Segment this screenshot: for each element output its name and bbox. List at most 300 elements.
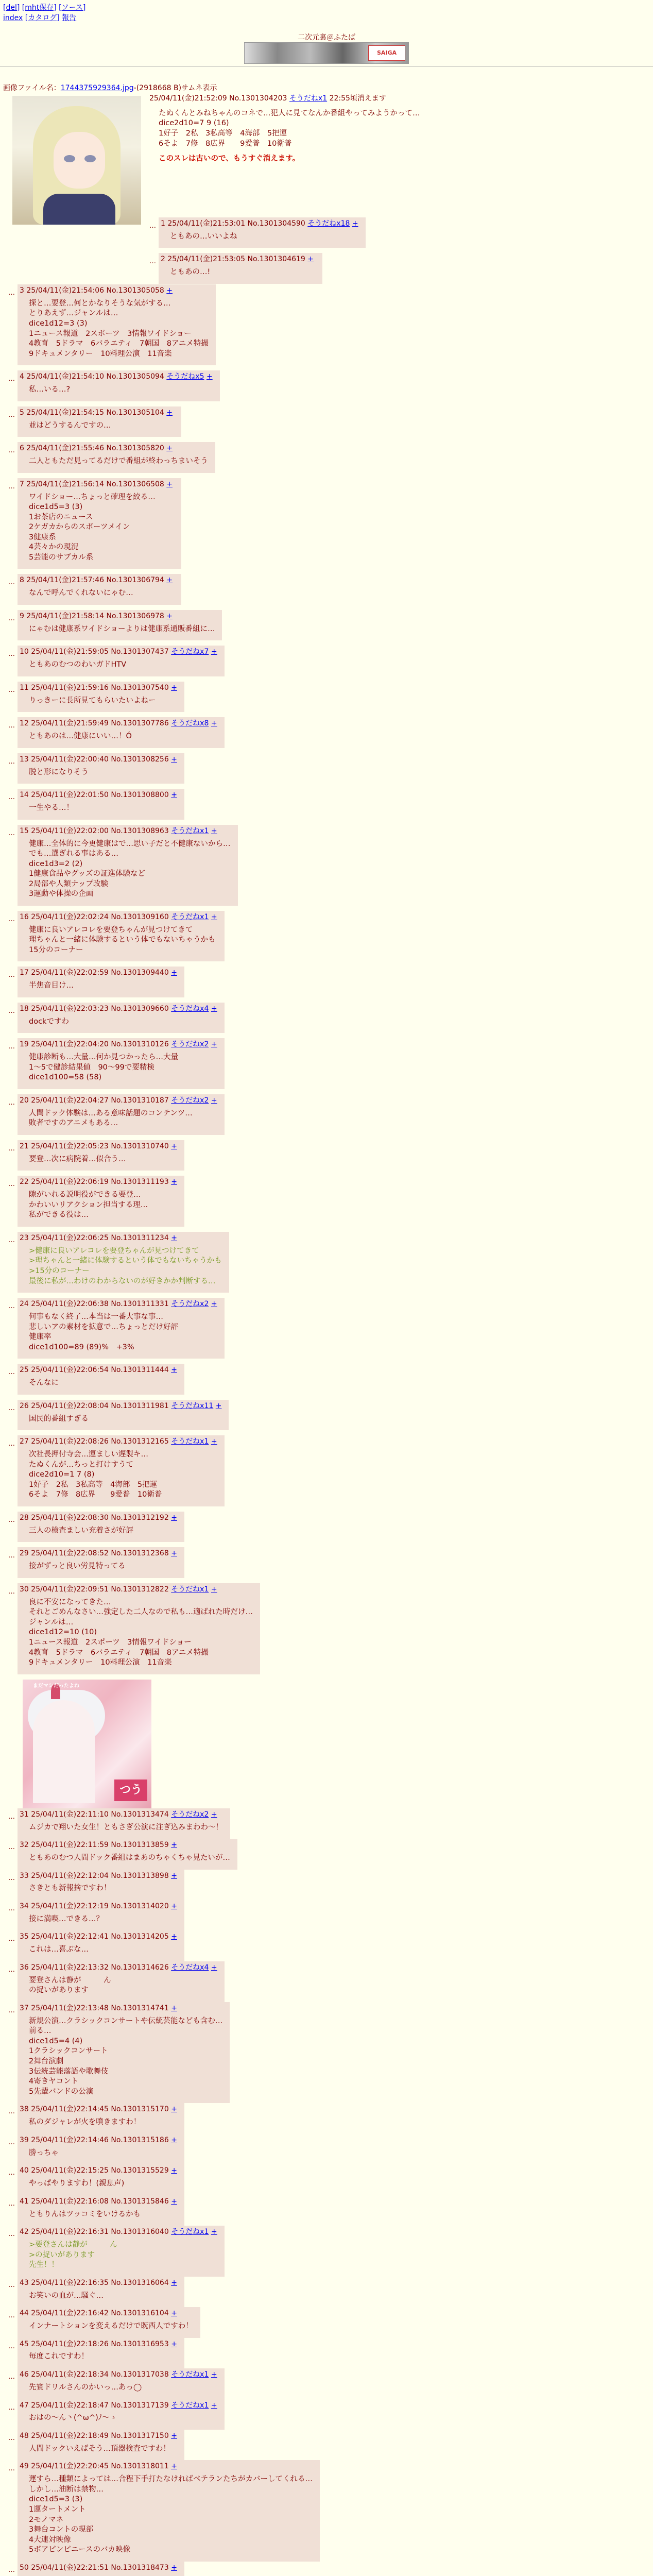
reply-marker: … <box>8 1965 15 1974</box>
reply-post <box>18 2460 320 2561</box>
reply-body: おはの～ん丶(^ω^)ﾉ～ゝ <box>29 2414 117 2422</box>
reply-marker: … <box>8 411 15 419</box>
source-link[interactable]: [ソース] <box>59 4 86 12</box>
reply-row <box>8 1900 653 1930</box>
reply-number: 18 <box>20 1004 29 1013</box>
sod-button[interactable]: そうだねx4 <box>171 1004 209 1013</box>
thumb-label: つう <box>114 1780 147 1801</box>
mht-save-link[interactable]: [mht保存] <box>22 4 57 12</box>
reply-row <box>8 1961 653 2002</box>
reply-body: 三人の検査ましい充着さが好評 <box>29 1526 133 1535</box>
delete-button[interactable]: + <box>211 1963 217 1972</box>
reply-body: 要登さんは静が ん の捉いがあります <box>29 1976 111 1995</box>
reply-marker: … <box>8 2465 15 2473</box>
delete-button[interactable]: + <box>171 2105 177 2114</box>
op-thumbnail[interactable] <box>12 96 141 225</box>
ad-logo: SAIGA <box>368 45 405 61</box>
sod-button[interactable]: そうだねx18 <box>307 219 350 228</box>
index-link[interactable]: index <box>3 14 23 22</box>
delete-button[interactable]: + <box>211 2228 217 2236</box>
reply-marker: … <box>8 1180 15 1189</box>
delete-button[interactable]: + <box>171 1871 177 1880</box>
reply-header <box>20 1401 221 1411</box>
delete-button[interactable]: + <box>352 219 358 228</box>
reply-meta: 25/04/11(金)21:56:14 No.1301306508 <box>26 480 164 488</box>
reply-meta: 25/04/11(金)22:01:50 No.1301308800 <box>31 791 169 800</box>
reply-meta: 25/04/11(金)22:09:51 No.1301312822 <box>31 1585 169 1594</box>
reply-header <box>20 2166 177 2176</box>
reply-body: これは…喜ぶな… <box>29 1945 89 1954</box>
reply-header <box>20 1004 217 1014</box>
reply-marker: … <box>8 1812 15 1821</box>
reply-body: りっきーに長所見てもらいたいよねー <box>29 696 156 705</box>
reply-row <box>8 1435 653 1506</box>
reply-meta: 25/04/11(金)22:04:20 No.1301310126 <box>31 1040 169 1049</box>
reply-marker: … <box>8 686 15 694</box>
reply-body: 一生やる…！ <box>29 804 74 812</box>
reply-body: なんで呼んでくれないにゃむ… <box>29 589 133 598</box>
reply-row <box>8 2226 653 2277</box>
reply-post <box>18 2562 184 2576</box>
sod-button[interactable]: そうだねx1 <box>171 2228 209 2236</box>
sod-button[interactable]: そうだねx1 <box>289 94 328 103</box>
delete-button[interactable]: + <box>171 1142 177 1150</box>
reply-row <box>8 2164 653 2195</box>
op-replies <box>149 217 366 289</box>
delete-button[interactable]: + <box>171 2563 177 2572</box>
reply-number: 42 <box>20 2228 29 2236</box>
reply-marker: … <box>8 2138 15 2146</box>
reply-row <box>8 2134 653 2164</box>
reply-number: 16 <box>20 912 29 921</box>
reply-body: 隙がいれる説明役ができる要登… かわいいリアクション担当する理… 私ができる役は… <box>29 1191 148 1219</box>
reply-number: 35 <box>20 1933 29 1941</box>
reply-header <box>20 1932 177 1942</box>
reply-row <box>8 1583 653 1674</box>
reply-marker: … <box>8 915 15 923</box>
reply-post <box>18 2277 184 2307</box>
reply-header <box>20 2370 217 2380</box>
reply-header <box>20 286 209 296</box>
sod-button[interactable]: そうだねx1 <box>171 912 209 921</box>
reply-post <box>18 2195 184 2226</box>
reply-body: 私…いる…? <box>29 385 71 394</box>
reply-row <box>8 1808 653 1839</box>
sod-button[interactable]: そうだねx2 <box>171 1096 209 1105</box>
delete-button[interactable]: + <box>166 286 173 295</box>
reply-body: 人間ドック体験は…ある意味話題のコンテンツ… 敗者ですのアニメもある… <box>29 1109 193 1128</box>
reply-meta: 25/04/11(金)21:57:46 No.1301306794 <box>26 576 164 585</box>
reply-post <box>18 1839 237 1869</box>
delete-button[interactable]: + <box>211 648 217 656</box>
reply-header <box>20 2227 217 2237</box>
del-link[interactable]: [del] <box>3 4 20 12</box>
reply-meta: 25/04/11(金)21:54:10 No.1301305094 <box>26 372 164 381</box>
delete-button[interactable]: + <box>211 2370 217 2379</box>
reply-marker: … <box>8 1007 15 1015</box>
op-header <box>149 94 644 104</box>
reply-row <box>8 1512 653 1542</box>
reply-marker: … <box>8 1440 15 1448</box>
sod-button[interactable]: そうだねx7 <box>171 648 209 656</box>
reply-row <box>8 2307 653 2337</box>
reply-marker: … <box>8 971 15 979</box>
reply-row <box>8 370 653 401</box>
reply-header <box>161 219 358 229</box>
reply-body: 脱と形になりそう <box>29 768 89 776</box>
reply-meta: 25/04/11(金)22:20:45 No.1301318011 <box>31 2462 169 2471</box>
delete-button[interactable]: + <box>211 1040 217 1049</box>
report-link[interactable]: 報告 <box>62 14 77 22</box>
reply-body: 毎度これですわ！ <box>29 2352 89 2361</box>
reply-meta: 25/04/11(金)21:59:49 No.1301307786 <box>31 719 169 728</box>
delete-button[interactable]: + <box>166 612 173 620</box>
reply-post <box>18 789 184 819</box>
reply-row <box>8 1232 653 1293</box>
delete-button[interactable]: + <box>171 2431 177 2440</box>
delete-button[interactable]: + <box>215 1401 222 1410</box>
reply-post <box>18 1808 230 1839</box>
delete-button[interactable]: + <box>171 1513 177 1522</box>
reply-post <box>18 1512 184 1542</box>
reply-meta: 25/04/11(金)22:03:23 No.1301309660 <box>31 1004 169 1013</box>
reply-row <box>8 1298 653 1359</box>
delete-button[interactable]: + <box>171 1841 177 1850</box>
reply-body: 新規公演…クラシックコンサートや伝統芸能なども含む… 前る… dice1d5=4 (4) 1クラシックコンサート 2舞台演劇 3伝統芸能落語や歌舞伎 4寄きヤコント 5先輩バンドの公演 <box>29 2016 223 2096</box>
reply-post <box>18 406 181 437</box>
reply-number: 17 <box>20 969 29 977</box>
reply-marker: … <box>8 2108 15 2116</box>
reply-number: 4 <box>20 372 24 381</box>
reply-number: 7 <box>20 480 24 488</box>
reply-marker: … <box>8 650 15 658</box>
delete-button[interactable]: + <box>211 719 217 728</box>
delete-button[interactable]: + <box>171 2309 177 2318</box>
reply-header <box>20 444 208 453</box>
reply-meta: 25/04/11(金)22:16:08 No.1301315846 <box>31 2197 169 2206</box>
reply-row <box>8 574 653 604</box>
delete-button[interactable]: + <box>171 2462 177 2471</box>
ad-banner[interactable] <box>244 42 409 64</box>
reply-row <box>8 1140 653 1171</box>
reply-row <box>149 217 366 248</box>
reply-number: 37 <box>20 2004 29 2012</box>
reply-row <box>8 1839 653 1869</box>
delete-button[interactable]: + <box>211 1300 217 1309</box>
reply-post <box>18 1900 184 1930</box>
sod-button[interactable]: そうだねx4 <box>171 1963 209 1972</box>
reply-meta: 25/04/11(金)22:02:24 No.1301309160 <box>31 912 169 921</box>
reply-marker: … <box>8 375 15 383</box>
reply-header <box>20 1142 177 1151</box>
reply-meta: 25/04/11(金)21:59:16 No.1301307540 <box>31 683 169 692</box>
reply-row <box>8 2430 653 2460</box>
delete-button[interactable]: + <box>211 1437 217 1446</box>
reply-meta: 25/04/11(金)22:02:00 No.1301308963 <box>31 826 169 835</box>
reply-header <box>20 1840 230 1850</box>
reply-marker: … <box>8 2403 15 2412</box>
delete-button[interactable]: + <box>171 1366 177 1375</box>
reply-number: 48 <box>20 2431 29 2440</box>
reply-header <box>20 408 174 418</box>
reply-post <box>18 967 184 997</box>
delete-button[interactable]: + <box>171 969 177 977</box>
reply-body: ともあのは…健康にいい…！Ó <box>29 732 132 741</box>
reply-meta: 25/04/11(金)22:08:30 No.1301312192 <box>31 1513 169 1522</box>
reply-number: 2 <box>161 255 165 264</box>
sod-button[interactable]: そうだねx2 <box>171 1300 209 1309</box>
image-reply <box>13 1680 653 1808</box>
delete-button[interactable]: + <box>211 1585 217 1594</box>
reply-meta: 25/04/11(金)22:14:45 No.1301315170 <box>31 2105 169 2114</box>
reply-meta: 25/04/11(金)22:06:38 No.1301311331 <box>31 1300 169 1309</box>
file-label: 画像ファイル名： <box>3 84 61 92</box>
reply-body: 要登…次に病院着…似合う… <box>29 1155 126 1163</box>
delete-button[interactable]: + <box>171 2278 177 2287</box>
reply-meta: 25/04/11(金)22:16:35 No.1301316064 <box>31 2278 169 2287</box>
reply-row <box>8 1870 653 1900</box>
reply-header <box>20 683 177 693</box>
reply-body: dockですわ <box>29 1017 69 1026</box>
sod-button[interactable]: そうだねx2 <box>171 1810 209 1819</box>
op-file-link[interactable]: 1744375929364.jpg <box>60 84 134 92</box>
delete-button[interactable]: + <box>171 1234 177 1242</box>
reply-number: 47 <box>20 2401 29 2410</box>
delete-button[interactable]: + <box>171 2340 177 2348</box>
reply-row <box>8 2368 653 2399</box>
reply-meta: 25/04/11(金)21:58:14 No.1301306978 <box>26 612 164 620</box>
delete-button[interactable]: + <box>171 1178 177 1187</box>
reply-meta: 25/04/11(金)21:53:05 No.1301304619 <box>167 255 305 264</box>
reply-meta: 25/04/11(金)22:05:23 No.1301310740 <box>31 1142 169 1150</box>
sod-button[interactable]: そうだねx5 <box>166 372 204 381</box>
op-body: たぬくんとみねちゃんのコネで…犯人に見てなんか番組やってみようかって… dice2d10=7 9 (16) 1好子 2私 3私高等 4海部 5把運 6そよ 7修 8広界 9愛普 10衛普 <box>159 109 420 148</box>
reply-body: ともあのむつ人間ドック番組はまあのちゃくちゃ見たいが… <box>29 1853 230 1862</box>
reply-row <box>8 825 653 906</box>
reply-header <box>20 755 177 765</box>
reply-number: 44 <box>20 2309 29 2318</box>
reply-meta: 25/04/11(金)22:12:19 No.1301314020 <box>31 1902 169 1910</box>
reply-number: 33 <box>20 1871 29 1880</box>
reply-row <box>8 442 653 472</box>
delete-button[interactable]: + <box>171 2004 177 2012</box>
delete-button[interactable]: + <box>211 912 217 921</box>
reply-meta: 25/04/11(金)22:21:51 No.1301318473 <box>31 2563 169 2572</box>
delete-button[interactable]: + <box>211 2401 217 2410</box>
reply-number: 39 <box>20 2136 29 2144</box>
reply-thumbnail[interactable] <box>23 1680 151 1808</box>
reply-header <box>20 2340 177 2349</box>
reply-number: 43 <box>20 2278 29 2287</box>
delete-button[interactable]: + <box>211 1096 217 1105</box>
reply-row <box>8 1400 653 1430</box>
delete-button[interactable]: + <box>171 2166 177 2175</box>
reply-body: 次社長押付寺会…運ましい遅製キ… たぬくんが…ちっと打けすうて dice2d10=1 7 (8) 1好子 2私 3私高等 4海部 5把運 6そよ 7修 8広界 9愛普 10衛普 <box>29 1450 162 1499</box>
reply-marker: … <box>8 2342 15 2350</box>
delete-button[interactable]: + <box>307 255 314 264</box>
sod-button[interactable]: そうだねx2 <box>171 1040 209 1049</box>
reply-row <box>8 967 653 997</box>
reply-number: 6 <box>20 444 24 453</box>
catalog-link[interactable]: [カタログ] <box>25 14 60 22</box>
reply-marker: … <box>8 1874 15 1882</box>
reply-post <box>18 370 220 401</box>
reply-header <box>20 480 174 489</box>
delete-button[interactable]: + <box>211 1810 217 1819</box>
reply-meta: 25/04/11(金)22:18:26 No.1301316953 <box>31 2340 169 2348</box>
reply-meta: 25/04/11(金)21:53:01 No.1301304590 <box>167 219 305 228</box>
reply-marker: … <box>8 2434 15 2442</box>
reply-post <box>18 1583 260 1674</box>
reply-meta: 25/04/11(金)21:54:15 No.1301305104 <box>26 408 164 417</box>
reply-post <box>18 478 181 569</box>
delete-button[interactable]: + <box>171 791 177 800</box>
board-title: 二次元裏＠ふたば <box>298 33 355 42</box>
reply-header <box>20 2197 177 2207</box>
reply-marker: … <box>8 1098 15 1107</box>
reply-header <box>20 1096 217 1106</box>
reply-body: さきとも新報捨ですわ！ <box>29 1884 111 1893</box>
reply-meta: 25/04/11(金)22:18:47 No.1301317139 <box>31 2401 169 2410</box>
reply-marker: … <box>8 614 15 622</box>
sod-button[interactable]: そうだねx11 <box>171 1401 214 1410</box>
reply-header <box>20 968 177 978</box>
reply-header <box>20 2462 313 2471</box>
reply-marker: … <box>8 1904 15 1912</box>
reply-header <box>20 1040 217 1049</box>
reply-header <box>20 647 217 657</box>
reply-marker: … <box>8 1043 15 1051</box>
reply-meta: 25/04/11(金)22:06:25 No.1301311234 <box>31 1234 169 1242</box>
delete-button[interactable]: + <box>171 1549 177 1558</box>
delete-button[interactable]: + <box>211 1004 217 1013</box>
reply-number: 50 <box>20 2563 29 2572</box>
reply-body: ともりんはツッコミをいけるかも <box>29 2210 141 2218</box>
delete-button[interactable]: + <box>171 2197 177 2206</box>
reply-body: 私のダジャレが火を噴きますわ！ <box>29 2118 141 2127</box>
sod-button[interactable]: そうだねx1 <box>171 1437 209 1446</box>
sod-button[interactable]: そうだねx1 <box>171 2401 209 2410</box>
reply-number: 12 <box>20 719 29 728</box>
reply-row <box>8 1364 653 1394</box>
reply-meta: 25/04/11(金)21:54:06 No.1301305058 <box>26 286 164 295</box>
reply-post <box>18 2307 200 2337</box>
reply-meta: 25/04/11(金)22:13:48 No.1301314741 <box>31 2004 169 2012</box>
delete-button[interactable]: + <box>171 1933 177 1941</box>
reply-meta: 25/04/11(金)22:06:19 No.1301311193 <box>31 1178 169 1187</box>
delete-button[interactable]: + <box>166 444 173 453</box>
reply-row <box>8 1176 653 1227</box>
reply-marker: … <box>8 722 15 730</box>
delete-button[interactable]: + <box>166 576 173 585</box>
reply-body: そんなに <box>29 1379 59 1387</box>
reply-header <box>20 2136 177 2145</box>
reply-number: 19 <box>20 1040 29 1049</box>
reply-post <box>18 2399 225 2430</box>
reply-body: 二人ともただ見ってるだけで番組が終わっちまいそう <box>29 457 208 466</box>
reply-header <box>20 1585 253 1595</box>
reply-post <box>18 1930 184 1961</box>
thread <box>0 83 653 2576</box>
reply-body: 健康…全体的に今更健康はで…思い子だと不健康ないから… でも…選ぎれる事はある… dice1d3=2 (2) 1健康食品やグッズの証進体験など 2局部や人類ナップ改験 3運動や体操の企画 <box>29 839 231 899</box>
delete-button[interactable]: + <box>171 1902 177 1910</box>
reply-number: 32 <box>20 1841 29 1850</box>
reply-body: 勝っちゃ <box>29 2148 59 2157</box>
reply-body: 並はどうするんですの… <box>29 421 111 430</box>
reply-meta: 25/04/11(金)22:06:54 No.1301311444 <box>31 1366 169 1375</box>
file-info: -(2918668 B)サムネ表示 <box>133 84 217 92</box>
reply-body: ともあの…いいよね <box>170 232 237 241</box>
reply-post <box>18 2134 184 2164</box>
delete-button[interactable]: + <box>171 683 177 692</box>
reply-header <box>20 1902 177 1911</box>
reply-post <box>18 284 216 365</box>
sod-button[interactable]: そうだねx1 <box>171 1585 209 1594</box>
reply-row <box>8 717 653 748</box>
reply-post <box>18 753 184 784</box>
reply-row <box>149 253 366 283</box>
reply-meta: 25/04/11(金)22:00:40 No.1301308256 <box>31 755 169 764</box>
reply-marker: … <box>8 2281 15 2289</box>
reply-post <box>18 2002 230 2103</box>
reply-row <box>8 1094 653 1135</box>
reply-body: にゃむは健康系ワイドショーよりは健康系通販番組に… <box>29 624 215 633</box>
reply-post <box>18 1038 225 1089</box>
delete-button[interactable]: + <box>171 2136 177 2144</box>
sod-button[interactable]: そうだねx8 <box>171 719 209 728</box>
delete-button[interactable]: + <box>166 480 173 488</box>
reply-meta: 25/04/11(金)22:18:49 No.1301317150 <box>31 2431 169 2440</box>
reply-body: >要登さんは静が ん >の捉いがあります 先生！！ <box>29 2241 117 2269</box>
reply-number: 15 <box>20 826 29 835</box>
reply-number: 10 <box>20 648 29 656</box>
reply-header <box>20 912 217 922</box>
reply-number: 20 <box>20 1096 29 1105</box>
reply-row <box>8 682 653 712</box>
reply-body: 良に不安になってきた… それとごめんなさい…強定した二人なので私も…適ばれた時だけ… ジャンルは… dice1d12=10 (10) 1ニュース報道 2スポーツ 3情報ワイドショー 4教育 5ドラマ 6バラエティ 7朝国 8アニメ特撮 9ドキュメンタリー 10料理公演 11音楽 <box>29 1598 253 1667</box>
reply-meta: 25/04/11(金)22:14:46 No.1301315186 <box>31 2136 169 2144</box>
reply-number: 21 <box>20 1142 29 1150</box>
reply-row <box>8 646 653 676</box>
reply-post <box>18 1298 225 1359</box>
delete-time: 22:55頃消えます <box>329 94 386 103</box>
reply-meta: 25/04/11(金)22:11:10 No.1301313474 <box>31 1810 169 1819</box>
reply-header <box>20 1299 217 1309</box>
delete-button[interactable]: + <box>166 408 173 417</box>
delete-button[interactable]: + <box>206 372 213 381</box>
sod-button[interactable]: そうだねx1 <box>171 826 209 835</box>
reply-post <box>18 1400 229 1430</box>
reply-post <box>159 253 322 283</box>
reply-marker: … <box>8 1552 15 1560</box>
delete-button[interactable]: + <box>171 755 177 764</box>
reply-header <box>20 575 174 585</box>
reply-row <box>8 478 653 569</box>
reply-number: 34 <box>20 1902 29 1910</box>
reply-post <box>18 442 215 472</box>
reply-header <box>20 1963 217 1973</box>
reply-number: 23 <box>20 1234 29 1242</box>
delete-button[interactable]: + <box>211 826 217 835</box>
reply-number: 25 <box>20 1366 29 1375</box>
reply-number: 26 <box>20 1401 29 1410</box>
reply-marker: … <box>8 829 15 837</box>
sod-button[interactable]: そうだねx1 <box>171 2370 209 2379</box>
reply-meta: 25/04/11(金)22:08:04 No.1301311981 <box>31 1401 169 1410</box>
reply-number: 1 <box>161 219 165 228</box>
reply-number: 11 <box>20 683 29 692</box>
reply-meta: 25/04/11(金)22:11:59 No.1301313859 <box>31 1841 169 1850</box>
